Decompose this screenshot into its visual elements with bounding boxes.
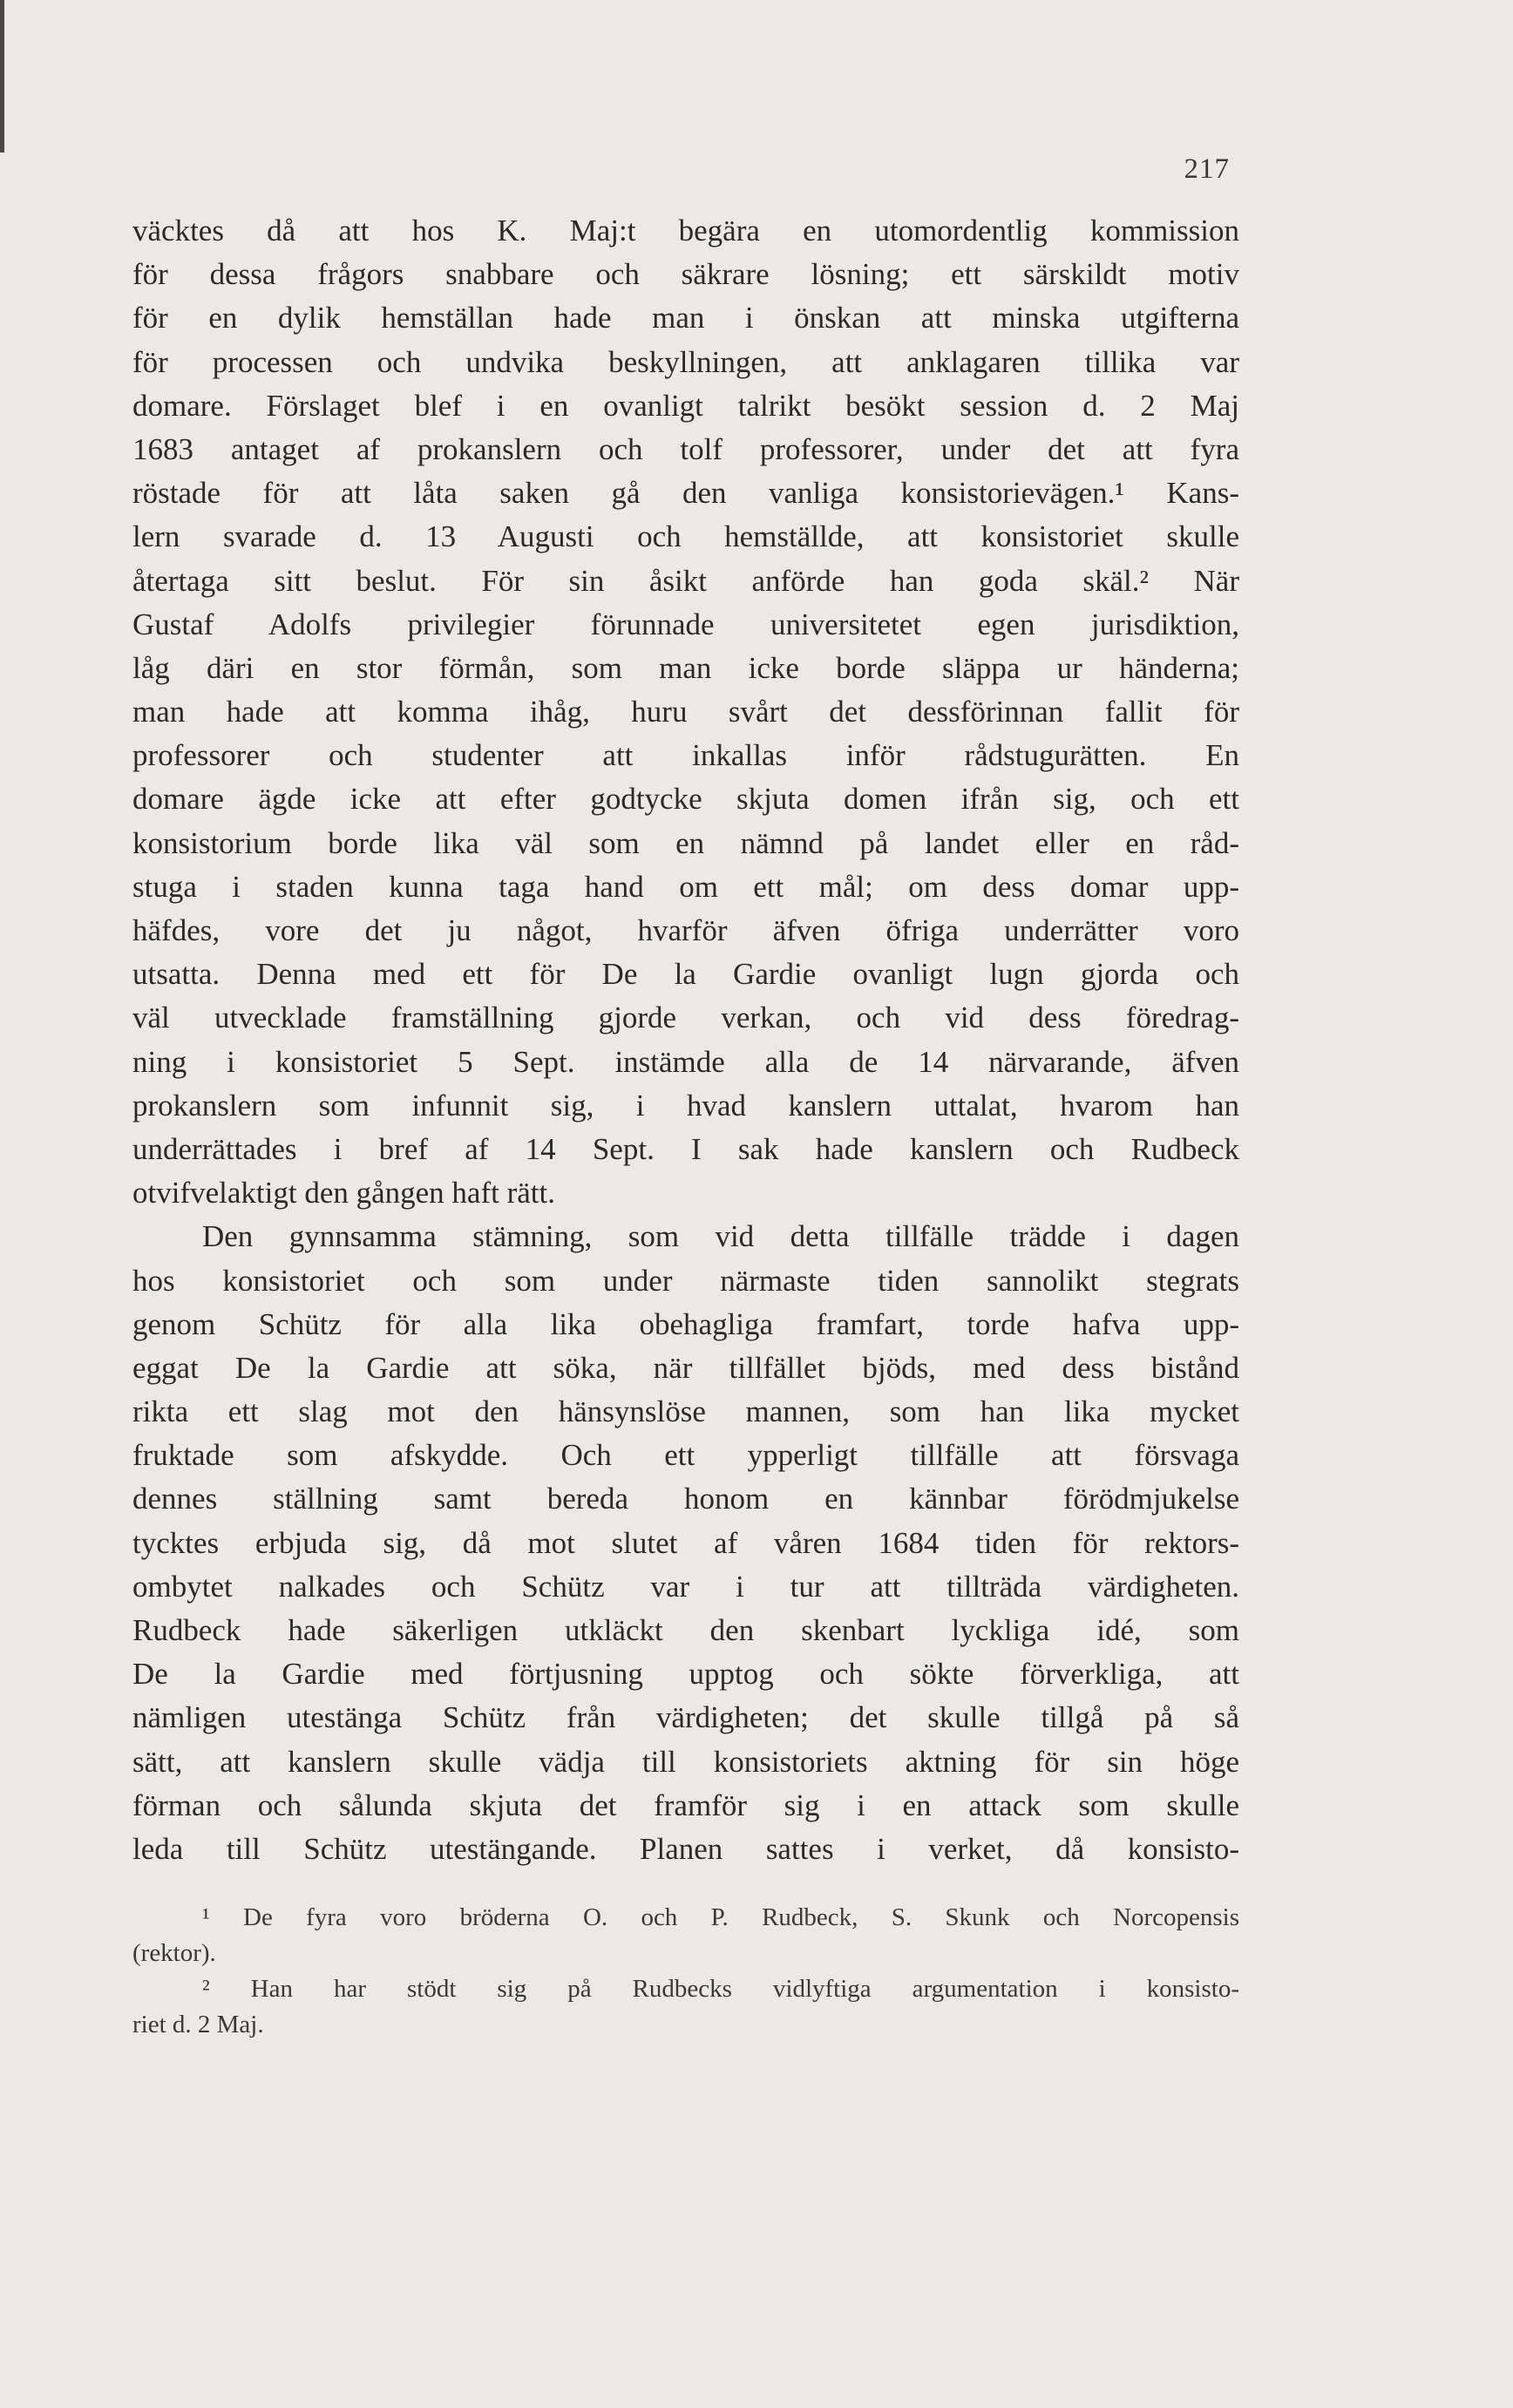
text-line: leda till Schütz utestängande. Planen sattes i verket, då konsisto-: [132, 1831, 1239, 1866]
text-line: för en dylik hemställan hade man i önskan att minska utgifterna: [132, 301, 1239, 336]
body-text: [132, 209, 1239, 1871]
text-line: utsatta. Denna med ett för De la Gardie ovanligt lugn gjorda och: [132, 957, 1239, 992]
text-line: konsistorium borde lika väl som en nämnd på landet eller en råd-: [132, 825, 1239, 860]
text-line: lern svarade d. 13 Augusti och hemställde, att konsistoriet skulle: [132, 519, 1239, 554]
text-line: domare. Förslaget blef i en ovanligt talrikt besökt session d. 2 Maj: [132, 388, 1239, 423]
text-line: väl utvecklade framställning gjorde verkan, och vid dess föredrag-: [132, 1001, 1239, 1035]
text-line: 1683 antaget af prokanslern och tolf professorer, under det att fyra: [132, 431, 1239, 466]
text-line: ning i konsistoriet 5 Sept. instämde alla de 14 närvarande, äfven: [132, 1044, 1239, 1079]
text-line: Rudbeck hade säkerligen utkläckt den skenbart lyckliga idé, som: [132, 1613, 1239, 1647]
text-line: återtaga sitt beslut. För sin åsikt anförde han goda skäl.² När: [132, 563, 1239, 598]
text-line: förman och sålunda skjuta det framför sig i en attack som skulle: [132, 1787, 1239, 1822]
text-line: häfdes, vore det ju något, hvarför äfven öfriga underrätter voro: [132, 913, 1239, 947]
text-line: otvifvelaktigt den gången haft rätt.: [132, 1176, 555, 1211]
scan-edge-mark: [0, 0, 4, 153]
text-line: rikta ett slag mot den hänsynslöse mannen, som han lika mycket: [132, 1394, 1239, 1429]
text-line: Gustaf Adolfs privilegier förunnade universitetet egen jurisdiktion,: [132, 607, 1239, 641]
text-line: fruktade som afskydde. Och ett ypperligt tillfälle att försvaga: [132, 1438, 1239, 1473]
text-line: hos konsistoriet och som under närmaste tiden sannolikt stegrats: [132, 1263, 1239, 1298]
page-number: 217: [1184, 153, 1230, 185]
text-line: dennes ställning samt bereda honom en kännbar förödmjukelse: [132, 1482, 1239, 1516]
text-line: ombytet nalkades och Schütz var i tur att tillträda värdigheten.: [132, 1569, 1239, 1604]
text-line: för dessa frågors snabbare och säkrare lösning; ett särskildt motiv: [132, 257, 1239, 292]
text-line: Den gynnsamma stämning, som vid detta tillfälle trädde i dagen: [202, 1219, 1239, 1254]
footnotes: [132, 1900, 1239, 2043]
footnote-line: ¹ De fyra voro bröderna O. och P. Rudbeck, S. Skunk och Norcopensis: [202, 1903, 1239, 1931]
text-line: röstade för att låta saken gå den vanliga konsistorievägen.¹ Kans-: [132, 476, 1239, 511]
text-line: sätt, att kanslern skulle vädja till konsistoriets aktning för sin höge: [132, 1744, 1239, 1779]
text-line: domare ägde icke att efter godtycke skjuta domen ifrån sig, och ett: [132, 782, 1239, 817]
text-line: professorer och studenter att inkallas inför rådstugurätten. En: [132, 738, 1239, 773]
text-line: stuga i staden kunna taga hand om ett mål; om dess domar upp-: [132, 869, 1239, 904]
footnote-line: riet d. 2 Maj.: [132, 2011, 264, 2038]
text-line: för processen och undvika beskyllningen, att anklagaren tillika var: [132, 344, 1239, 379]
text-line: låg däri en stor förmån, som man icke borde släppa ur händerna;: [132, 650, 1239, 685]
text-line: väcktes då att hos K. Maj:t begära en utomordentlig kommission: [132, 214, 1239, 248]
footnote-line: ² Han har stödt sig på Rudbecks vidlyftiga argumentation i konsisto-: [202, 1975, 1239, 2003]
text-line: tycktes erbjuda sig, då mot slutet af våren 1684 tiden för rektors-: [132, 1525, 1239, 1560]
text-line: genom Schütz för alla lika obehagliga framfart, torde hafva upp-: [132, 1306, 1239, 1341]
footnote-line: (rektor).: [132, 1939, 216, 1967]
text-line: man hade att komma ihåg, huru svårt det dessförinnan fallit för: [132, 695, 1239, 729]
text-line: eggat De la Gardie att söka, när tillfället bjöds, med dess bistånd: [132, 1350, 1239, 1385]
text-line: underrättades i bref af 14 Sept. I sak hade kanslern och Rudbeck: [132, 1131, 1239, 1166]
text-line: De la Gardie med förtjusning upptog och sökte förverkliga, att: [132, 1657, 1239, 1692]
text-line: prokanslern som infunnit sig, i hvad kanslern uttalat, hvarom han: [132, 1088, 1239, 1123]
text-line: nämligen utestänga Schütz från värdigheten; det skulle tillgå på så: [132, 1700, 1239, 1735]
